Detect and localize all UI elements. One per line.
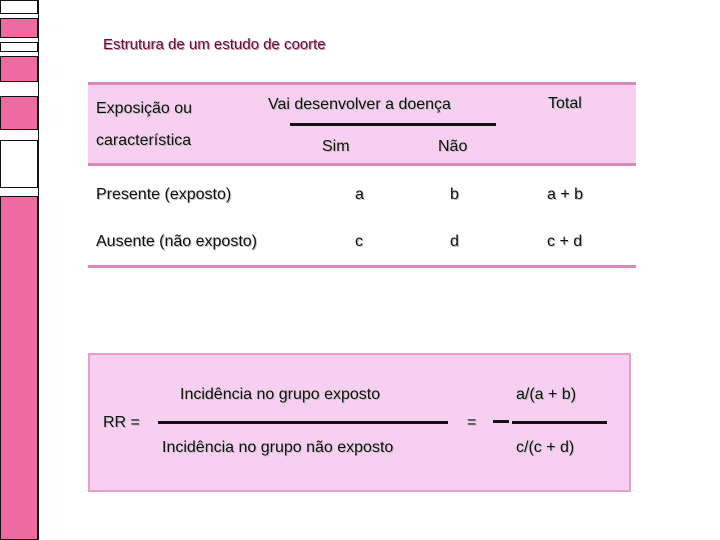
- strip-block: [0, 140, 38, 188]
- formula-denominator: Incidência no grupo não exposto: [162, 439, 394, 456]
- header-disease-group: Vai desenvolver a doença: [268, 96, 451, 113]
- table-bottom-rule: [88, 265, 636, 268]
- formula-den-value: c/(c + d): [516, 439, 575, 456]
- strip-block: [0, 96, 38, 130]
- fraction-bar-right: [512, 421, 607, 424]
- row-total-value: c + d: [547, 233, 583, 250]
- formula-numerator: Incidência no grupo exposto: [180, 386, 381, 403]
- row-yes-value: c: [355, 233, 363, 250]
- fraction-bar-left: [158, 421, 448, 424]
- row-label: Presente (exposto): [96, 186, 232, 203]
- formula-equals: =: [467, 414, 477, 431]
- row-no-value: d: [450, 233, 459, 250]
- header-no: Não: [438, 138, 468, 155]
- header-exposure-line1: Exposição ou: [96, 100, 193, 117]
- row-label: Ausente (não exposto): [96, 233, 257, 250]
- disease-group-underline: [290, 123, 496, 126]
- header-exposure-line2: característica: [96, 132, 192, 149]
- header-yes: Sim: [322, 138, 350, 155]
- strip-block: [0, 42, 38, 52]
- page-title: Estrutura de um estudo de coorte: [103, 36, 326, 53]
- strip-divider: [38, 0, 39, 540]
- rr-label: RR =: [103, 414, 140, 431]
- strip-block: [0, 56, 38, 82]
- fraction-bar-stub: [493, 420, 509, 423]
- strip-block: [0, 0, 38, 14]
- row-total-value: a + b: [547, 186, 584, 203]
- header-total: Total: [548, 95, 582, 112]
- row-yes-value: a: [355, 186, 364, 203]
- strip-block: [0, 18, 38, 38]
- row-no-value: b: [450, 186, 459, 203]
- formula-num-value: a/(a + b): [516, 386, 577, 403]
- strip-block: [0, 196, 38, 540]
- decorative-strip: [0, 0, 40, 540]
